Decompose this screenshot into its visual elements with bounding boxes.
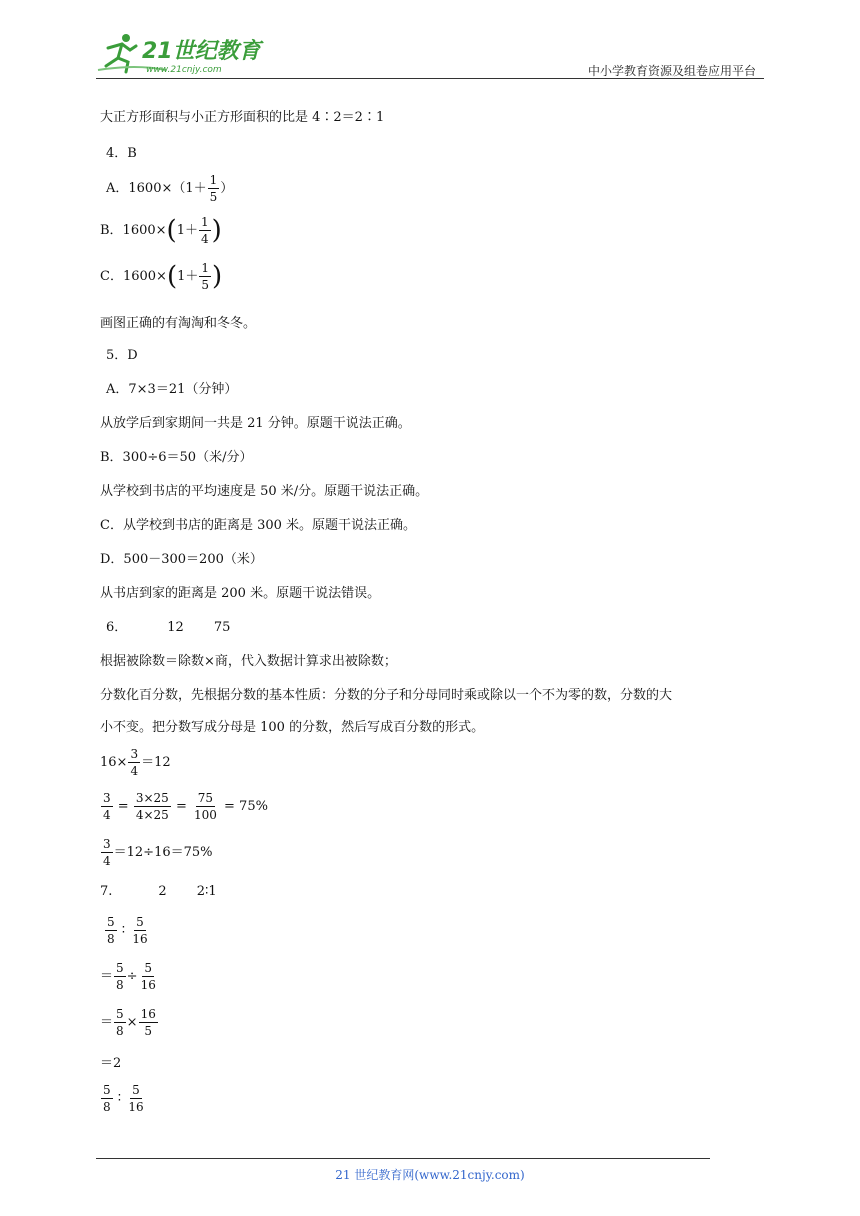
answer-blank-2: 75 [213, 620, 231, 635]
ratio-conclusion: 大正方形面积与小正方形面积的比是 4∶2＝2∶1 [100, 110, 385, 125]
fraction: $\frac{3\times 25}{4\times 25}$ [135, 791, 169, 822]
question-7-answer: 7. 2 2∶1 [100, 884, 217, 899]
option-a-expression [106, 172, 233, 205]
fraction: $\frac{5}{8}$ [107, 915, 115, 946]
q7-step-1: $\frac{5}{8}$ ∶ $\frac{5}{16}$ [107, 915, 148, 946]
answer-blank-1: 2 [158, 884, 167, 899]
fraction: $\frac{1}{5}$ [201, 261, 210, 292]
option-5c-text: C．从学校到书店的距离是 300 米。原题干说法正确。 [100, 518, 417, 533]
option-5b-text: 从学校到书店的平均速度是 50 米/分。原题干说法正确。 [100, 484, 429, 499]
drawing-conclusion: 画图正确的有淘淘和冬冬。 [100, 316, 257, 331]
q6-explanation-3: 小不变。把分数写成分母是 100 的分数，然后写成百分数的形式。 [100, 720, 485, 735]
fraction: $\frac{3}{4}$ [103, 791, 111, 822]
footer-link[interactable]: 21 世纪教育网(www.21cnjy.com) [335, 1168, 525, 1182]
q7-step-2: ＝ $\frac{5}{8}$ ÷ $\frac{5}{16}$ [100, 961, 156, 992]
platform-name: 中小学教育资源及组卷应用平台 [587, 64, 756, 78]
q7-step-4: ＝2 [100, 1056, 122, 1071]
question-5-answer: 5．D [106, 348, 138, 363]
fraction: $\frac{5}{8}$ [116, 1007, 124, 1038]
footer-divider [96, 1158, 710, 1159]
q6-equation-1: 16× $\frac{3}{4}$ ＝12 [100, 747, 171, 778]
option-a-suffix: ） [220, 181, 234, 196]
logo-text: 21世纪教育 [142, 39, 261, 64]
fraction: $\frac{1}{5}$ [209, 173, 218, 204]
site-logo [96, 30, 266, 76]
option-5d-calc: D．500－300＝200（米） [100, 552, 263, 567]
logo-url: www.21cnjy.com [146, 65, 222, 75]
fraction: $\frac{5}{8}$ [116, 961, 124, 992]
option-c-expression: C．1600×(1＋ $\frac{1}{5}$ ) [100, 261, 223, 292]
question-6-answer: 6． 12 75 [106, 620, 231, 635]
option-b-expression: B．1600×(1＋ $\frac{1}{4}$ ) [100, 215, 222, 246]
fraction: $\frac{5}{16}$ [140, 961, 156, 992]
answer-blank-2: 2∶1 [196, 884, 217, 899]
option-5a-calc: A．7×3＝21（分钟） [106, 382, 238, 397]
fraction: $\frac{75}{100}$ [193, 791, 217, 822]
option-5d-text: 从书店到家的距离是 200 米。原题干说法错误。 [100, 586, 381, 601]
q6-equation-2: $\frac{3}{4}$ = $\frac{3\times 25}{4\times 25}$ = $\frac{75}{100}$ = 75% [103, 791, 268, 822]
fraction: $\frac{1}{4}$ [200, 215, 209, 246]
q6-equation-3: $\frac{3}{4}$ ＝12÷16＝75% [103, 837, 213, 868]
option-5b-calc: B．300÷6＝50（米/分） [100, 450, 253, 465]
fraction: $\frac{3}{4}$ [103, 837, 111, 868]
question-4-answer: 4．B [106, 146, 137, 161]
fraction: $\frac{5}{16}$ [132, 915, 148, 946]
fraction: $\frac{5}{8}$ [103, 1083, 111, 1114]
fraction: $\frac{5}{16}$ [128, 1083, 144, 1114]
answer-blank-1: 12 [167, 620, 184, 635]
option-a-prefix: A．1600×（1＋ [106, 181, 207, 196]
q7-step-3: ＝ $\frac{5}{8}$ × $\frac{16}{5}$ [100, 1007, 156, 1038]
q6-explanation-2: 分数化百分数，先根据分数的基本性质：分数的分子和分母同时乘或除以一个不为零的数，分数的大 [100, 688, 673, 703]
header-divider [96, 78, 764, 79]
fraction: $\frac{3}{4}$ [130, 747, 139, 778]
fraction: $\frac{16}{5}$ [140, 1007, 156, 1038]
q7-step-5: $\frac{5}{8}$ ∶ $\frac{5}{16}$ [103, 1083, 144, 1114]
q6-explanation-1: 根据被除数＝除数×商，代入数据计算求出被除数； [100, 654, 397, 669]
option-5a-text: 从放学后到家期间一共是 21 分钟。原题干说法正确。 [100, 416, 411, 431]
